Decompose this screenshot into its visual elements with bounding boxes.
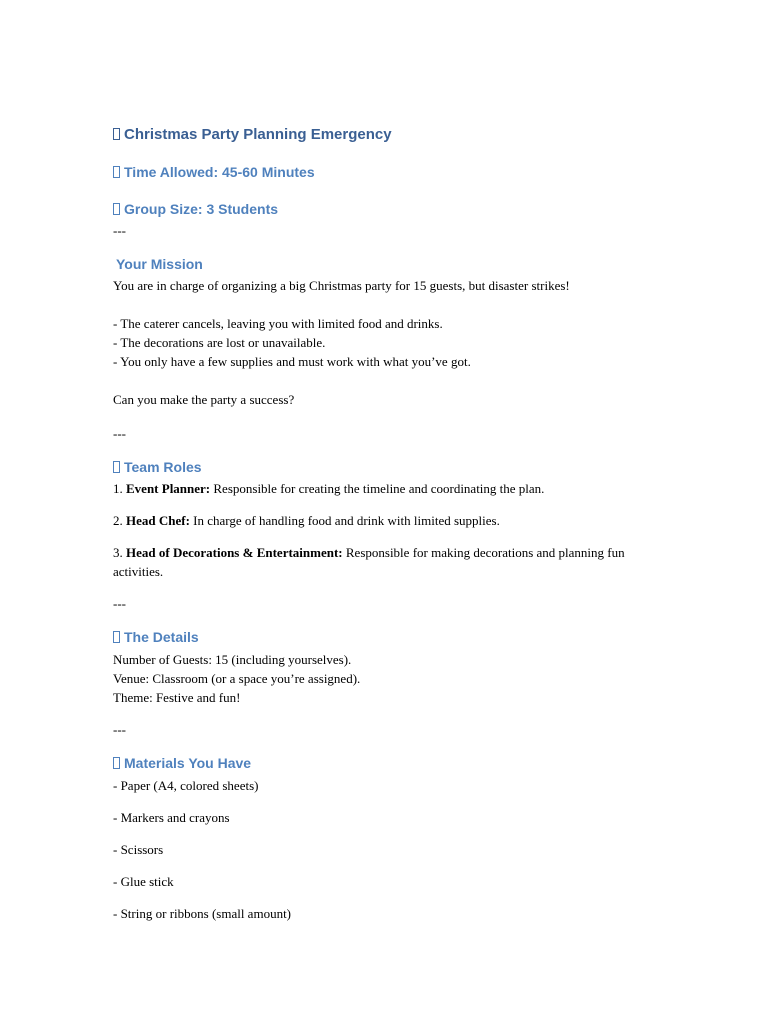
missing-glyph-icon xyxy=(113,166,120,178)
material-item: - Markers and crayons xyxy=(113,810,230,825)
divider: --- xyxy=(113,722,126,737)
document-title: Christmas Party Planning Emergency xyxy=(113,126,392,144)
details-line: Theme: Festive and fun! xyxy=(113,690,241,705)
mission-bullet: - The caterer cancels, leaving you with limited food and drinks. xyxy=(113,316,443,331)
details-line: Venue: Classroom (or a space you’re assigned). xyxy=(113,671,361,686)
missing-glyph-icon xyxy=(113,461,120,473)
role-item: 3. Head of Decorations & Entertainment: Responsible for making decorations and planning fun activities. xyxy=(113,545,625,579)
divider: --- xyxy=(113,596,126,611)
mission-bullet: - The decorations are lost or unavailable. xyxy=(113,335,326,350)
mission-question: Can you make the party a success? xyxy=(113,392,295,407)
details-heading: The Details xyxy=(113,628,199,646)
missing-glyph-icon xyxy=(113,631,120,643)
mission-intro: You are in charge of organizing a big Christmas party for 15 guests, but disaster strikes! xyxy=(113,278,570,293)
divider: --- xyxy=(113,426,126,441)
group-size-heading: Group Size: 3 Students xyxy=(113,200,278,218)
materials-heading: Materials You Have xyxy=(113,754,251,772)
time-allowed-heading: Time Allowed: 45-60 Minutes xyxy=(113,163,315,181)
mission-heading: Your Mission xyxy=(116,256,203,272)
team-roles-heading: Team Roles xyxy=(113,458,202,476)
mission-bullet: - You only have a few supplies and must work with what you’ve got. xyxy=(113,354,471,369)
material-item: - String or ribbons (small amount) xyxy=(113,906,292,921)
role-item: 1. Event Planner: Responsible for creating the timeline and coordinating the plan. xyxy=(113,481,545,496)
material-item: - Glue stick xyxy=(113,874,174,889)
details-line: Number of Guests: 15 (including yourselves). xyxy=(113,652,352,667)
missing-glyph-icon xyxy=(113,203,120,215)
role-item: 2. Head Chef: In charge of handling food and drink with limited supplies. xyxy=(113,513,500,528)
missing-glyph-icon xyxy=(113,128,120,140)
material-item: - Paper (A4, colored sheets) xyxy=(113,778,259,793)
missing-glyph-icon xyxy=(113,757,120,769)
material-item: - Scissors xyxy=(113,842,164,857)
divider: --- xyxy=(113,223,126,238)
